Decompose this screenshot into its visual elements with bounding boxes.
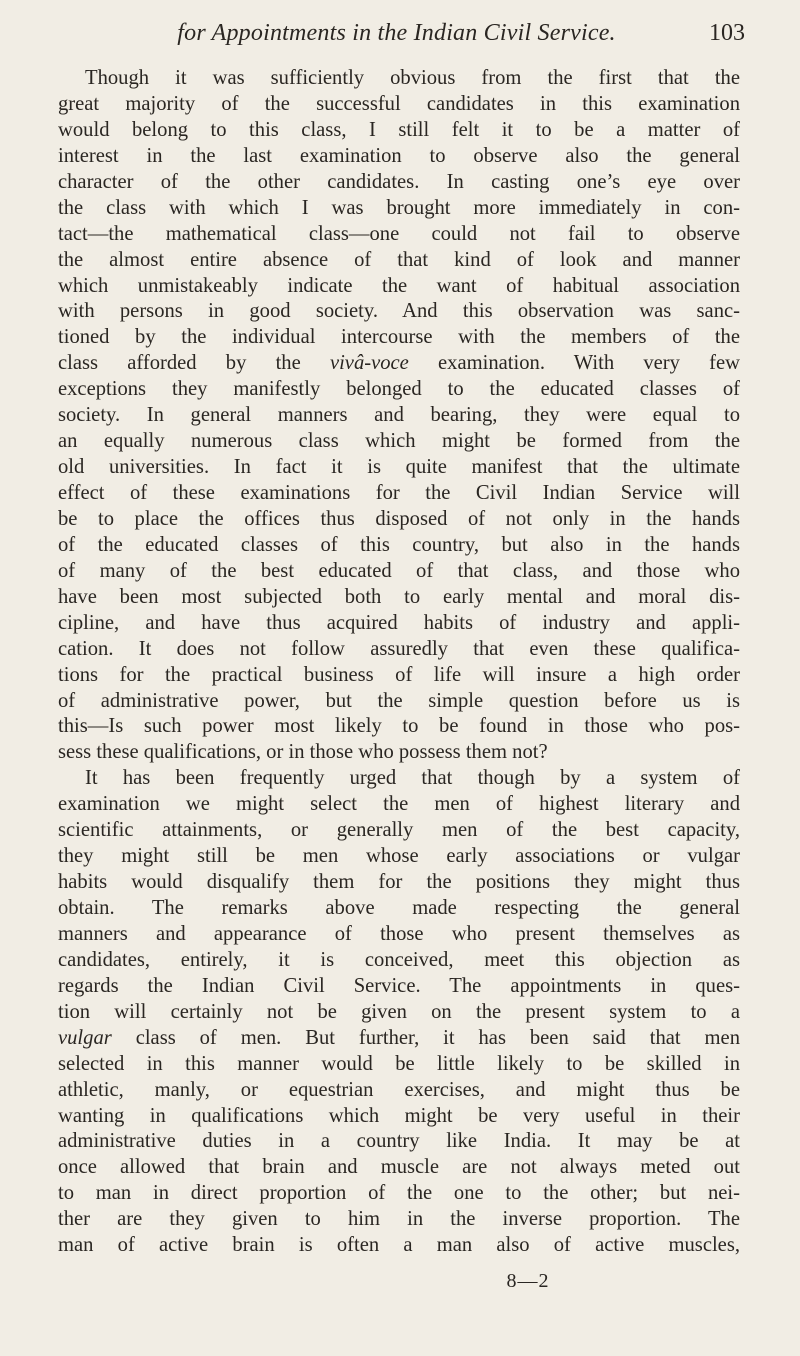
running-head [118, 20, 745, 50]
text-line: candidates, entirely, it is conceived, meet this objection as [58, 948, 740, 971]
text-line: man of active brain is often a man also of active muscles, [58, 1234, 740, 1257]
text-line: character of the other candidates. In casting one’s eye over [58, 170, 740, 193]
text-line: old universities. In fact it is quite manifest that the ultimate [58, 456, 740, 479]
text-line: habits would disqualify them for the positions they might thus [58, 871, 740, 894]
text-line: to man in direct proportion of the one to the other; but nei- [58, 1182, 740, 1205]
text-line: cation. It does not follow assuredly that even these qualifica- [58, 637, 740, 660]
text-line: this—Is such power most likely to be found in those who pos- [58, 715, 740, 738]
text-line: administrative duties in a country like India. It may be at [58, 1130, 740, 1153]
italic-term: vulgar [58, 1026, 112, 1049]
text-line: would belong to this class, I still felt it to be a matter of [58, 118, 740, 141]
text-line: cipline, and have thus acquired habits of industry and appli- [58, 611, 740, 634]
text-line: tioned by the individual intercourse with the members of the [58, 326, 740, 349]
text-line: regards the Indian Civil Service. The appointments in ques- [58, 974, 740, 997]
text-segment: examination. With very few [408, 352, 740, 375]
text-segment: class of men. But further, it has been said that men [111, 1026, 740, 1049]
text-line: obtain. The remarks above made respecting the general [58, 897, 740, 919]
text-line-with-italic [58, 351, 740, 377]
text-line: examination we might select the men of highest literary and [58, 793, 740, 816]
text-line-with-italic [58, 1026, 740, 1052]
text-line: they might still be men whose early associations or vulgar [58, 845, 740, 868]
text-line: interest in the last examination to observe also the general [58, 144, 740, 167]
text-line: be to place the offices thus disposed of not only in the hands [58, 507, 740, 530]
text-line: sess these qualifications, or in those who possess them not? [58, 741, 548, 764]
text-line: Though it was sufficiently obvious from the first that the [85, 67, 740, 89]
text-line: effect of these examinations for the Civil Indian Service will [58, 482, 740, 504]
text-line: ther are they given to him in the inverse proportion. The [58, 1208, 740, 1231]
text-line: with persons in good society. And this observation was sanc- [58, 300, 740, 323]
text-line: the almost entire absence of that kind of look and manner [58, 248, 740, 271]
text-line: tions for the practical business of life will insure a high order [58, 663, 740, 686]
text-segment: class afforded by the [58, 352, 330, 375]
text-line: selected in this manner would be little likely to be skilled in [58, 1052, 740, 1075]
body-text [58, 66, 740, 1259]
text-line: athletic, manly, or equestrian exercises, and might thus be [58, 1078, 740, 1101]
running-title: for Appointments in the Indian Civil Service. [177, 20, 616, 46]
signature-mark: 8—2 [506, 1270, 550, 1292]
text-line: exceptions they manifestly belonged to the educated classes of [58, 378, 740, 401]
text-line: which unmistakeably indicate the want of habitual association [58, 274, 740, 297]
text-line: tact—the mathematical class—one could not fail to observe [58, 222, 740, 245]
text-line: great majority of the successful candidates in this examination [58, 92, 740, 115]
text-line: tion will certainly not be given on the present system to a [58, 1000, 740, 1023]
text-line: scientific attainments, or generally men of the best capacity, [58, 819, 740, 842]
page-number: 103 [709, 20, 745, 46]
text-line: society. In general manners and bearing, they were equal to [58, 404, 740, 427]
text-line: of administrative power, but the simple question before us is [58, 689, 740, 712]
text-line: It has been frequently urged that though by a system of [85, 767, 740, 790]
text-line: an equally numerous class which might be formed from the [58, 430, 740, 453]
text-line: the class with which I was brought more immediately in con- [58, 196, 740, 219]
italic-term: vivâ-voce [329, 352, 409, 375]
text-line: of the educated classes of this country, but also in the hands [58, 533, 740, 556]
text-line: wanting in qualifications which might be very useful in their [58, 1104, 740, 1127]
text-line: have been most subjected both to early mental and moral dis- [58, 585, 740, 608]
text-line: manners and appearance of those who present themselves as [58, 922, 740, 945]
text-line: once allowed that brain and muscle are not always meted out [58, 1156, 740, 1179]
text-line: of many of the best educated of that class, and those who [58, 559, 740, 582]
